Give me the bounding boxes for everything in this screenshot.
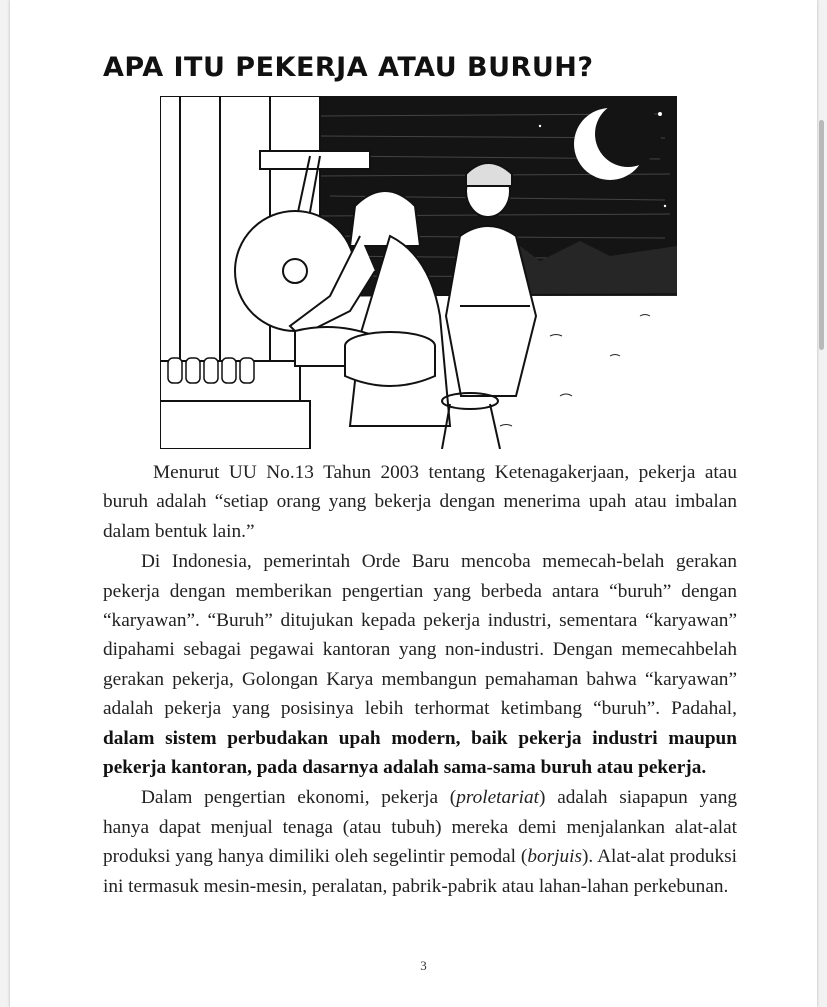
term-borjuis: borjuis (527, 846, 583, 868)
page-number: 3 (420, 958, 427, 973)
paragraph-text: ). Alat-alat produksi ini termasuk mesin-mesin, peralatan, pabrik-pabrik atau lahan-lahan perkebunan. (103, 846, 737, 897)
paragraph-text: ) adalah siapapun yang hanya dapat menjual tenaga (atau tubuh) mereka demi menjalankan alat-alat produksi yang hanya dimiliki oleh segelintir pemodal ( (103, 787, 738, 868)
paragraph (103, 547, 737, 782)
paragraph-text: Dalam pengertian ekonomi, pekerja ( (141, 787, 457, 809)
document-page (10, 0, 817, 1007)
paragraph-text: Di Indonesia, pemerintah Orde Baru mencoba memecah-belah gerakan pekerja dengan memberikan pengertian yang berbeda antara “buruh” dengan “karyawan”. “Buruh” ditujukan kepada pekerja industri, sementara “karyawan” dipahami sebagai pegawai kantoran yang non-industri. Dengan memecahbelah gerakan pekerja, Golongan Karya membangun pemahaman bahwa “karyawan” adalah pekerja yang posisinya lebih terhormat ketimbang “buruh”. Padahal, (103, 551, 737, 720)
paragraph (103, 458, 737, 546)
body-text (103, 458, 737, 901)
paragraph-bold-text: dalam sistem perbudakan upah modern, baik pekerja industri maupun pekerja kantoran, pada dasarnya adalah sama-sama buruh atau pekerja. (103, 727, 737, 779)
workers-illustration (160, 96, 677, 449)
paragraph-text: Menurut UU No.13 Tahun 2003 tentang Ketenagakerjaan, pekerja atau buruh adalah “setiap orang yang bekerja dengan menerima upah atau imbalan dalam bentuk lain.” (103, 462, 737, 542)
scrollbar[interactable] (819, 120, 824, 350)
paragraph (103, 783, 737, 901)
page-title: APA ITU PEKERJA ATAU BURUH? (103, 52, 594, 83)
term-proletariat: proletariat (456, 787, 540, 809)
